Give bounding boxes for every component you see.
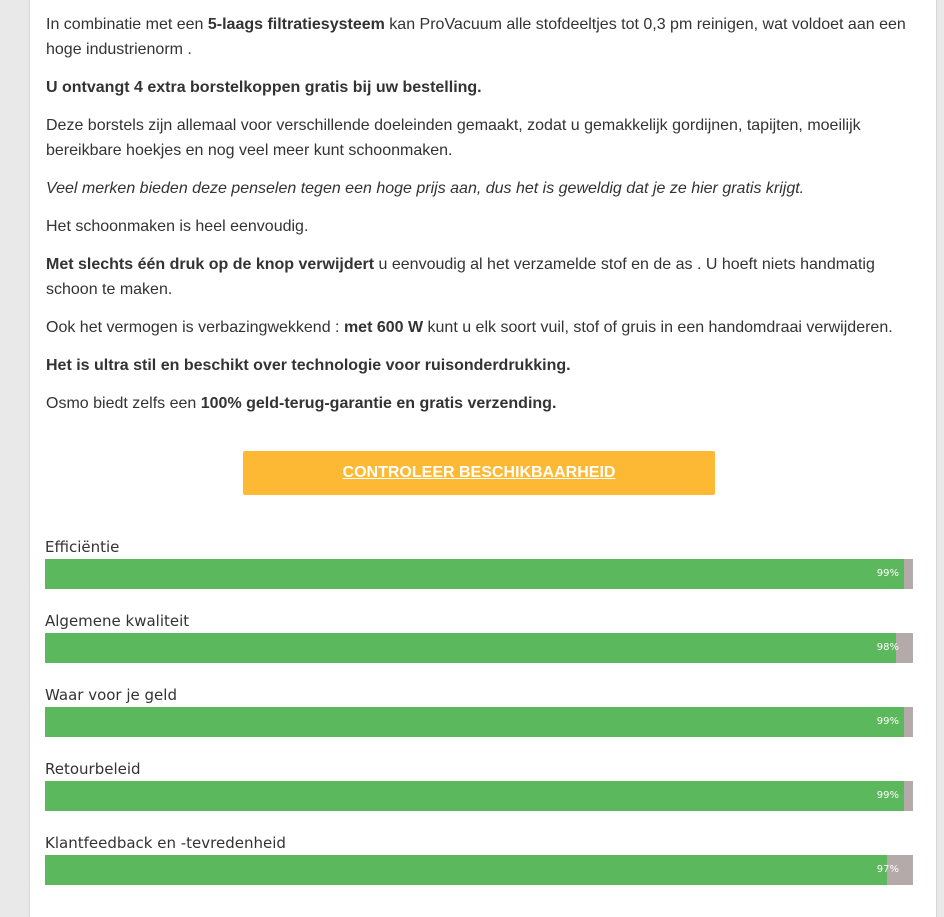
rating-customer-feedback: [45, 834, 913, 908]
paragraph-brush-purposes: Deze borstels zijn allemaal voor verschillende doeleinden gemaakt, zodat u gemakkelijk gordijnen, tapijten, moeilijk bereikbare hoekjes en nog veel meer kunt schoonmaken.: [46, 117, 861, 159]
rating-label: Waar voor je geld: [45, 686, 177, 704]
check-availability-button[interactable]: CONTROLEER BESCHIKBAARHEID: [243, 451, 715, 495]
paragraph-one-button: Met slechts één druk op de knop verwijdert u eenvoudig al het verzamelde stof en de as . U hoeft niets handmatig schoon te maken.: [46, 256, 875, 298]
rating-percent: 99%: [876, 568, 899, 579]
rating-percent: 97%: [876, 864, 899, 875]
rating-bar-fill: [45, 707, 904, 737]
ratings-list: [45, 538, 913, 908]
rating-bar-track: [45, 781, 913, 811]
rating-percent: 99%: [876, 790, 899, 801]
paragraph-cleaning-easy: Het schoonmaken is heel eenvoudig.: [46, 218, 309, 235]
page-container: [29, 0, 937, 917]
rating-label: Retourbeleid: [45, 760, 141, 778]
paragraph-power: Ook het vermogen is verbazingwekkend : met 600 W kunt u elk soort vuil, stof of gruis in een handomdraai verwijderen.: [46, 319, 893, 336]
rating-bar-fill: [45, 855, 887, 885]
rating-bar-track: [45, 707, 913, 737]
paragraph-brush-price: Veel merken bieden deze penselen tegen een hoge prijs aan, dus het is geweldig dat je ze hier gratis krijgt.: [46, 180, 805, 197]
rating-bar-fill: [45, 559, 904, 589]
rating-bar-fill: [45, 781, 904, 811]
paragraph-brush-heads: U ontvangt 4 extra borstelkoppen gratis bij uw bestelling.: [46, 79, 482, 96]
rating-bar-fill: [45, 633, 896, 663]
rating-percent: 98%: [876, 642, 899, 653]
paragraph-filtration: In combinatie met een 5-laags filtratiesysteem kan ProVacuum alle stofdeeltjes tot 0,3 pm reinigen, wat voldoet aan een hoge industrienorm .: [46, 16, 906, 58]
rating-label: Efficiëntie: [45, 538, 120, 556]
rating-bar-track: [45, 633, 913, 663]
rating-bar-track: [45, 559, 913, 589]
rating-overall-quality: [45, 612, 913, 686]
cta-wrapper: [243, 451, 715, 495]
rating-efficiency: [45, 538, 913, 612]
paragraph-guarantee: Osmo biedt zelfs een 100% geld-terug-garantie en gratis verzending.: [46, 395, 557, 412]
rating-return-policy: [45, 760, 913, 834]
rating-label: Klantfeedback en -tevredenheid: [45, 834, 286, 852]
paragraph-quiet: Het is ultra stil en beschikt over technologie voor ruisonderdrukking.: [46, 357, 571, 374]
rating-bar-track: [45, 855, 913, 885]
rating-label: Algemene kwaliteit: [45, 612, 190, 630]
article-content: [46, 12, 914, 429]
rating-percent: 99%: [876, 716, 899, 727]
rating-value-for-money: [45, 686, 913, 760]
